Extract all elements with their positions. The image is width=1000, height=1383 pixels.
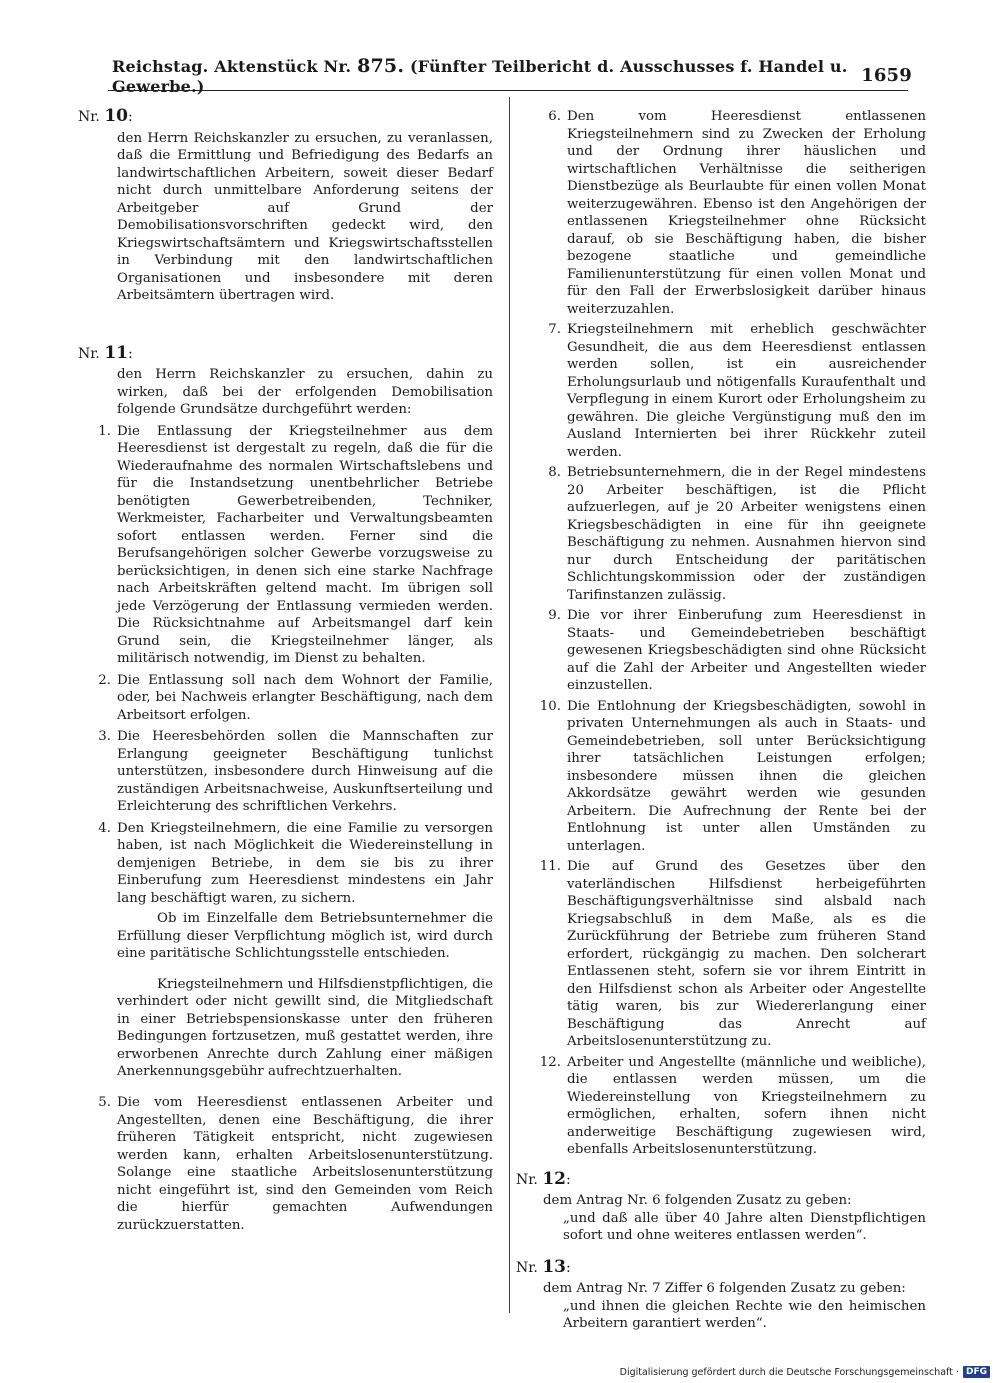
list-item: [539, 1054, 926, 1159]
motion-body: [543, 1280, 926, 1333]
motion-colon: :: [565, 1171, 571, 1188]
document-number: 875.: [357, 54, 405, 77]
principles-list: [78, 423, 493, 1235]
motion-intro-text: dem Antrag Nr. 7 Ziffer 6 folgenden Zusatz zu geben:: [543, 1281, 906, 1296]
item-number: 6.: [548, 109, 561, 124]
list-item: [98, 672, 493, 725]
item-text: Kriegsteilnehmern mit erheblich geschwächter Gesundheit, die aus dem Heeresdienst entlassen werden sollen, ist ein ausreichender Erholungsurlaub und nötigenfalls Kuraufenthalt und Verpflegung in einem Kurort oder Erholungsheim zu gewähren. Die gleiche Vergünstigung muß den im Ausland Internierten bei ihrer Rückkehr zuteil werden.: [567, 322, 926, 460]
list-item: [539, 698, 926, 856]
item-number: 8.: [548, 465, 561, 480]
motion-number: 10: [104, 106, 128, 126]
motion-colon: :: [565, 1259, 571, 1276]
motion-heading: [78, 342, 493, 364]
item-continuation: Ob im Einzelfalle dem Betriebsunternehmer die Erfüllung dieser Verpflichtung möglich ist, wird durch eine paritätische Schlichtungsstelle entschieden.: [117, 911, 493, 961]
list-item: [98, 728, 493, 816]
item-text: Den vom Heeresdienst entlassenen Kriegsteilnehmern sind zu Zwecken der Erholung und der Ordnung ihrer häuslichen und wirtschaftlichen Verhältnisse die seitherigen Dienstbezüge als Beurlaubte für einen vollen Monat weiterzugewähren. Ebenso ist den Angehörigen der entlassenen Kriegsteilnehmer ohne Rücksicht darauf, ob sie Beschäftigung haben, die bisher bezogene staatliche und gemeindliche Familienunterstützung für einen vollen Monat und für den Fall der Erwerbslosigkeit darüber hinaus weiterzuzahlen.: [567, 109, 926, 317]
list-item: [98, 1094, 493, 1234]
motion-intro-text: den Herrn Reichskanzler zu ersuchen, dahin zu wirken, daß bei der erfolgenden Demobilisation folgende Grundsätze durchgeführt werden:: [117, 367, 493, 417]
item-text: Die Entlassung der Kriegsteilnehmer aus dem Heeresdienst ist dergestalt zu regeln, daß die für die Wiederaufnahme des normalen Wirtschaftslebens und für die Instandsetzung unentbehrlicher Betriebe benötigten Gewerbetreibenden, Techniker, Werkmeister, Facharbeiter und Verwaltungsbeamten sofort entlassen werden. Ferner sind die Berufsangehörigen solcher Gewerbe vorzugsweise zu berücksichtigen, in denen sich eine starke Nachfrage nach Arbeitskräften geltend macht. Im übrigen soll jede Verzögerung der Entlassung vermieden werden. Die Rücksichtnahme auf Arbeitsmangel darf kein Grund sein, die Kriegsteilnehmer länger, als militärisch notwendig, im Dienst zu behalten.: [117, 423, 493, 666]
item-number: 11.: [539, 859, 561, 874]
motion-colon: :: [127, 345, 133, 362]
motion-quote: „und daß alle über 40 Jahre alten Dienstpflichtigen sofort und ohne weiteres entlassen werden“.: [563, 1210, 926, 1243]
motion-label: Nr.: [516, 1171, 538, 1188]
item-number: 10.: [539, 698, 561, 714]
motion-number: 12: [542, 1168, 566, 1189]
motion-11: [78, 342, 493, 1235]
footer-credit-text: Digitalisierung gefördert durch die Deutsche Forschungsgemeinschaft ·: [619, 1366, 959, 1378]
list-item: [98, 820, 493, 1081]
header-title-subject: (Fünfter Teilbericht d. Ausschusses f. Handel u. Gewerbe.): [112, 56, 848, 96]
motion-12: [516, 1168, 926, 1245]
list-item: [539, 858, 926, 1051]
motion-number: 13: [542, 1256, 566, 1277]
column-divider: [509, 97, 510, 1313]
list-item: [548, 108, 926, 318]
item-continuation: Kriegsteilnehmern und Hilfsdienstpflichtigen, die verhindert oder nicht gewillt sind, die Mitgliedschaft in einer Betriebspensionskasse unter den früheren Bedingungen fortzusetzen, muß gestattet werden, ihre erworbenen Anrechte durch Zahlung einer mäßigen Anerkennungsgebühr aufrechtzuerhalten.: [117, 976, 493, 1080]
motion-label: Nr.: [78, 109, 100, 125]
item-number: 9.: [548, 608, 561, 623]
list-item: [548, 607, 926, 695]
dfg-logo: DFG: [963, 1366, 990, 1378]
page-number: 1659: [861, 64, 912, 86]
item-text: Die vom Heeresdienst entlassenen Arbeiter und Angestellten, denen eine Beschäftigung, die ihrer früheren Tätigkeit entspricht, nicht zugewiesen werden kann, erhalten Arbeitslosenunterstützung. Solange eine staatliche Arbeitslosenunterstützung nicht eingeführt ist, sind den Gemeinden vom Reich die hierfür gemachten Aufwendungen zurückzuerstatten.: [117, 1095, 493, 1233]
item-number: 3.: [98, 729, 111, 744]
list-item: [548, 464, 926, 604]
item-number: 12.: [539, 1054, 561, 1070]
item-text: Die auf Grund des Gesetzes über den vaterländischen Hilfsdienst herbeigeführten Beschäftigungsverhältnisse sind alsbald nach Kriegsabschluß in dem Maße, als es die Zurückführung der Betriebe zum früheren Stand erfordert, rückgängig zu machen. Den solcherart Entlassenen steht, sofern sie vor ihrem Eintritt in den Hilfsdienst schon als Arbeiter oder Angestellte tätig waren, bis zur Wiedererlangung einer Beschäftigung das Anrecht auf Arbeitslosenunterstützung zu.: [567, 859, 926, 1049]
motion-heading: [516, 1256, 926, 1278]
principles-list-continued: [516, 108, 926, 1159]
item-number: 7.: [548, 322, 561, 337]
motion-label: Nr.: [78, 345, 100, 362]
motion-number: 11: [104, 342, 128, 363]
item-number: 4.: [98, 820, 111, 836]
motion-body: [543, 1192, 926, 1245]
item-text: Die Entlohnung der Kriegsbeschädigten, sowohl in privaten Unternehmungen als auch in Staats- und Gemeindebetrieben, soll unter Berücksichtigung ihrer tatsächlichen Leistungen erfolgen; insbesondere müssen ihnen die gleichen Akkordsätze gewährt werden wie gesunden Arbeitern. Die Aufrechnung der Rente bei der Entlohnung ist unter allen Umständen zu unterlagen.: [567, 698, 926, 854]
digitization-footer: [606, 1365, 990, 1379]
header-rule: [108, 90, 908, 91]
item-number: 1.: [98, 423, 111, 439]
motion-text: den Herrn Reichskanzler zu ersuchen, zu veranlassen, daß die Ermittlung und Befriedigung des Bedarfs an landwirtschaftlichen Arbeitern, soweit dieser Bedarf nicht durch unmittelbare Anforderung seitens der Arbeitgeber auf Grund der Demobilisationsvorschriften gedeckt wird, den Kriegswirtschaftsämtern und Kriegswirtschaftsstellen in Verbindung mit den landwirtschaftlichen Organisationen und insbesondere mit deren Arbeitsämtern übertragen wird.: [117, 130, 493, 303]
motion-heading: [516, 1168, 926, 1190]
left-column: [78, 108, 493, 1248]
item-number: 5.: [98, 1095, 111, 1111]
running-header: [112, 54, 912, 96]
item-text: Den Kriegsteilnehmern, die eine Familie zu versorgen haben, ist nach Möglichkeit die Wiedereinstellung in demjenigen Betriebe, in dem sie bis zu ihrer Einberufung zum Heeresdienst mindestens ein Jahr lang beschäftigt waren, zu sichern.: [117, 820, 493, 906]
motion-13: [516, 1256, 926, 1333]
item-text: Die Entlassung soll nach dem Wohnort der Familie, oder, bei Nachweis erlangter Beschäftigung, nach dem Arbeitsort erfolgen.: [117, 672, 493, 723]
item-text: Betriebsunternehmern, die in der Regel mindestens 20 Arbeiter beschäftigen, ist die Pflicht aufzuerlegen, auf je 20 Arbeiter wenigstens einen Kriegsbeschädigten in eine für ihn geeignete Beschäftigung zu nehmen. Ausnahmen hiervon sind nur durch Entscheidung der paritätischen Schlichtungskommission oder der zuständigen Tarifinstanzen zulässig.: [567, 465, 926, 603]
motion-colon: :: [127, 109, 133, 125]
motion-label: Nr.: [516, 1259, 538, 1276]
item-text: Die vor ihrer Einberufung zum Heeresdienst in Staats- und Gemeindebetrieben beschäftigt gewesenen Kriegsbeschädigten sind ohne Rücksicht auf die Zahl der Arbeiter und Angestellten wieder einzustellen.: [567, 608, 926, 693]
motion-10: [78, 108, 493, 305]
motion-heading: [78, 108, 493, 127]
motion-intro-text: dem Antrag Nr. 6 folgenden Zusatz zu geben:: [543, 1193, 852, 1208]
list-item: [98, 423, 493, 668]
item-text: Die Heeresbehörden sollen die Mannschaften zur Erlangung geeigneter Beschäftigung tunlichst unterstützen, insbesondere durch Hinweisung auf die zuständigen Arbeitsnachweise, Auskunftserteilung und Erleichterung des schriftlichen Verkehrs.: [117, 729, 493, 814]
right-column: [516, 108, 926, 1347]
header-title-prefix: Reichstag. Aktenstück Nr.: [112, 56, 352, 76]
motion-intro: [117, 366, 493, 419]
item-number: 2.: [98, 672, 111, 688]
list-item: [548, 321, 926, 461]
motion-quote: „und ihnen die gleichen Rechte wie den heimischen Arbeitern garantiert werden“.: [563, 1298, 926, 1331]
item-text: Arbeiter und Angestellte (männliche und weibliche), die entlassen werden müssen, um die Wiedereinstellung von Kriegsteilnehmern zu ermöglichen, erhalten, sofern ihnen nicht anderweitige Beschäftigung zugewiesen wird, ebenfalls Arbeitslosenunterstützung.: [567, 1054, 926, 1157]
motion-body: [117, 130, 493, 305]
